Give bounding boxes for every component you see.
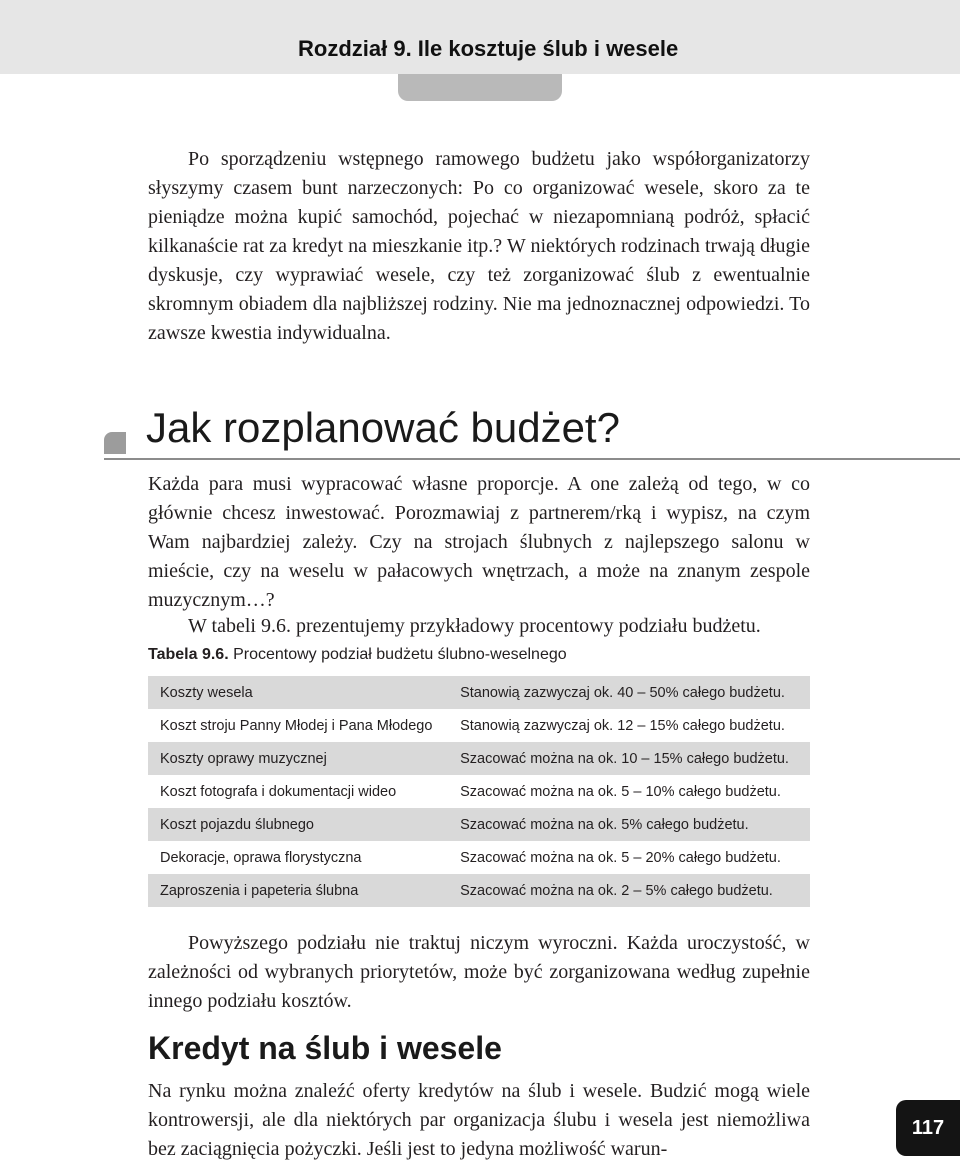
section-heading-credit: Kredyt na ślub i wesele: [148, 1030, 502, 1066]
table-cell-share: Szacować można na ok. 5 – 10% całego budżetu.: [460, 783, 781, 800]
section-heading-budget: Jak rozplanować budżet?: [146, 404, 620, 451]
header-tab-decoration: [398, 74, 562, 101]
table-row: [148, 775, 810, 808]
table-cell-share: Szacować można na ok. 5 – 20% całego budżetu.: [460, 849, 781, 866]
budget-table: [148, 676, 810, 907]
table-caption-text: Procentowy podział budżetu ślubno-weselnego: [228, 646, 567, 663]
after-table-text: Powyższego podziału nie traktuj niczym wyroczni. Każda uroczystość, w zależności od wybranych priorytetów, może być zorganizowana według zupełnie innego podziału kosztów.: [148, 932, 810, 1012]
table-cell-share: Szacować można na ok. 5% całego budżetu.: [450, 808, 810, 841]
budget-paragraph: Każda para musi wypracować własne proporcje. A one zależą od tego, w co głównie chcesz inwestować. Porozmawiaj z partnerem/rką i wypisz, na czym Wam najbardziej zależy. Czy na strojach ślubnych z najlepszego salonu w mieście, czy na weselu w pałacowych wnętrzach, a może na znanym zespole muzycznym…?: [148, 473, 810, 611]
table-row: [148, 808, 810, 841]
table-intro-paragraph: [148, 612, 810, 641]
table-row: [148, 742, 810, 775]
table-cell-share: Stanowią zazwyczaj ok. 12 – 15% całego budżetu.: [460, 717, 785, 734]
table-cell-item: Zaproszenia i papeteria ślubna: [148, 874, 450, 907]
table-intro-text: W tabeli 9.6. prezentujemy przykładowy procentowy podziału budżetu.: [188, 615, 761, 637]
table-cell-item: Dekoracje, oprawa florystyczna: [160, 849, 362, 866]
intro-paragraph-text: Po sporządzeniu wstępnego ramowego budżetu jako współorganizatorzy słyszymy czasem bunt narzeczonych: Po co organizować wesele, skoro za te pieniądze można kupić samochód, pojechać w niezapomnianą podróż, spłacić kilkanaście rat za kredyt na mieszkanie itp.? W niektórych rodzinach trwają długie dyskusje, czy wyprawiać wesele, czy też zorganizować ślub z ewentualnie skromnym obiadem dla najbliższej rodziny. Nie ma jednoznacznej odpowiedzi. To zawsze kwestia indywidualna.: [148, 148, 810, 344]
intro-paragraph: [148, 145, 810, 348]
page-number: 117: [896, 1100, 960, 1156]
table-caption: [148, 646, 567, 664]
chapter-title: Rozdział 9. Ile kosztuje ślub i wesele: [298, 36, 679, 61]
table-row: [148, 709, 810, 742]
table-row: [148, 841, 810, 874]
after-table-paragraph: [148, 929, 810, 1016]
table-cell-share: Szacować można na ok. 2 – 5% całego budżetu.: [450, 874, 810, 907]
table-caption-label: Tabela 9.6.: [148, 646, 229, 663]
table-cell-item: Koszty wesela: [148, 676, 450, 709]
table-cell-item: Koszty oprawy muzycznej: [148, 742, 450, 775]
table-row: [148, 874, 810, 907]
credit-paragraph: Na rynku można znaleźć oferty kredytów na ślub i wesele. Budzić mogą wiele kontrowersji, ale dla niektórych par organizacja ślubu i wesela jest niemożliwa bez zaciągnięcia pożyczki. Jeśli jest to jedyna możliwość warun-: [148, 1080, 810, 1160]
table-cell-item: Koszt pojazdu ślubnego: [148, 808, 450, 841]
table-cell-share: Stanowią zazwyczaj ok. 40 – 50% całego budżetu.: [450, 676, 810, 709]
section-divider: [104, 458, 960, 460]
table-cell-item: Koszt stroju Panny Młodej i Pana Młodego: [160, 717, 433, 734]
table-cell-share: Szacować można na ok. 10 – 15% całego budżetu.: [450, 742, 810, 775]
section-marker: [104, 432, 126, 454]
table-row: [148, 676, 810, 709]
table-cell-item: Koszt fotografa i dokumentacji wideo: [160, 783, 397, 800]
